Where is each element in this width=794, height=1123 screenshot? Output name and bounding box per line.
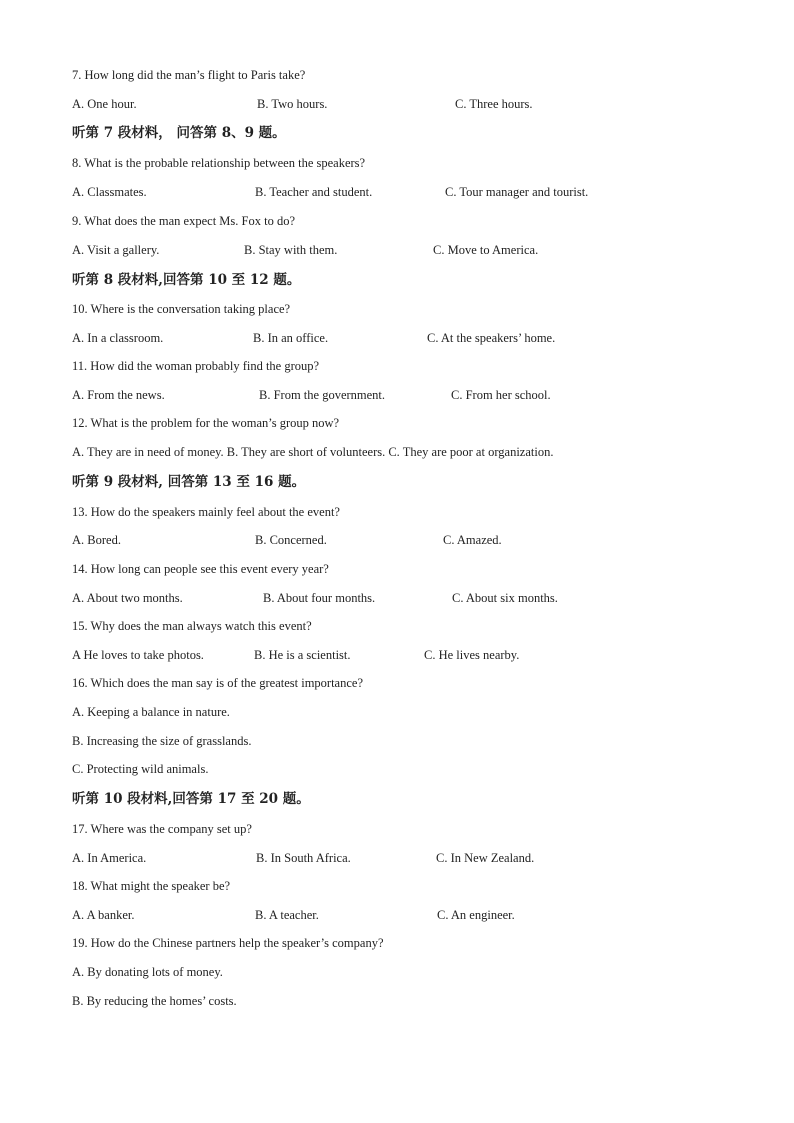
options-11 [0, 387, 794, 403]
section-heading-7: 听第 7 段材料， 问答第 8、9 题。 [72, 125, 286, 141]
options-15 [0, 647, 794, 663]
question-16: 16. Which does the man say is of the greatest importance? [72, 676, 363, 690]
options-13 [0, 532, 794, 548]
option-a: A. In a classroom. [72, 331, 164, 345]
option-a: A. Classmates. [72, 185, 147, 199]
section-heading-10: 听第 10 段材料,回答第 17 至 20 题。 [72, 791, 310, 807]
option-a: A. Keeping a balance in nature. [72, 705, 230, 719]
options-7 [0, 96, 794, 112]
option-a: A He loves to take photos. [72, 648, 204, 662]
section-heading-9: 听第 9 段材料, 回答第 13 至 16 题。 [72, 474, 306, 490]
option-b: B. Stay with them. [244, 243, 338, 257]
option-b: B. He is a scientist. [254, 648, 351, 662]
option-a: A. From the news. [72, 388, 165, 402]
option-a: A. One hour. [72, 97, 137, 111]
option-b: B. A teacher. [255, 908, 319, 922]
question-18: 18. What might the speaker be? [72, 879, 231, 893]
option-b: B. Two hours. [257, 97, 328, 111]
question-11: 11. How did the woman probably find the group? [72, 359, 320, 373]
option-a: A. By donating lots of money. [72, 965, 223, 979]
option-b: B. About four months. [263, 591, 376, 605]
option-c: C. Three hours. [455, 97, 533, 111]
option-a: A. A banker. [72, 908, 135, 922]
section-heading-8: 听第 8 段材料,回答第 10 至 12 题。 [72, 272, 301, 288]
option-b: B. Teacher and student. [255, 185, 373, 199]
option-c: C. Amazed. [443, 533, 502, 547]
option-c: C. About six months. [452, 591, 558, 605]
question-15: 15. Why does the man always watch this event? [72, 619, 312, 633]
question-19: 19. How do the Chinese partners help the speaker’s company? [72, 936, 384, 950]
question-10: 10. Where is the conversation taking place? [72, 302, 291, 316]
option-c: C. From her school. [451, 388, 551, 402]
options-12: A. They are in need of money. B. They are short of volunteers. C. They are poor at organization. [72, 445, 554, 459]
question-7: 7. How long did the man’s flight to Paris take? [72, 68, 306, 82]
question-17: 17. Where was the company set up? [72, 822, 252, 836]
option-c: C. In New Zealand. [436, 851, 535, 865]
question-14: 14. How long can people see this event every year? [72, 562, 329, 576]
option-c: C. Tour manager and tourist. [445, 185, 589, 199]
options-14 [0, 590, 794, 606]
question-8: 8. What is the probable relationship between the speakers? [72, 156, 366, 170]
option-b: B. In South Africa. [256, 851, 351, 865]
option-b: B. Increasing the size of grasslands. [72, 734, 252, 748]
option-b: B. By reducing the homes’ costs. [72, 994, 237, 1008]
option-c: C. At the speakers’ home. [427, 331, 556, 345]
question-12: 12. What is the problem for the woman’s group now? [72, 416, 340, 430]
options-9 [0, 242, 794, 258]
option-a: A. About two months. [72, 591, 183, 605]
options-10 [0, 330, 794, 346]
options-18 [0, 907, 794, 923]
option-b: B. From the government. [259, 388, 386, 402]
option-c: C. He lives nearby. [424, 648, 520, 662]
option-c: C. Move to America. [433, 243, 539, 257]
option-a: A. Visit a gallery. [72, 243, 160, 257]
question-9: 9. What does the man expect Ms. Fox to do? [72, 214, 295, 228]
option-b: B. Concerned. [255, 533, 327, 547]
option-c: C. An engineer. [437, 908, 515, 922]
option-b: B. In an office. [253, 331, 329, 345]
option-a: A. Bored. [72, 533, 121, 547]
option-a: A. In America. [72, 851, 147, 865]
option-c: C. Protecting wild animals. [72, 762, 209, 776]
question-13: 13. How do the speakers mainly feel about the event? [72, 505, 340, 519]
options-8 [0, 184, 794, 200]
options-17 [0, 850, 794, 866]
